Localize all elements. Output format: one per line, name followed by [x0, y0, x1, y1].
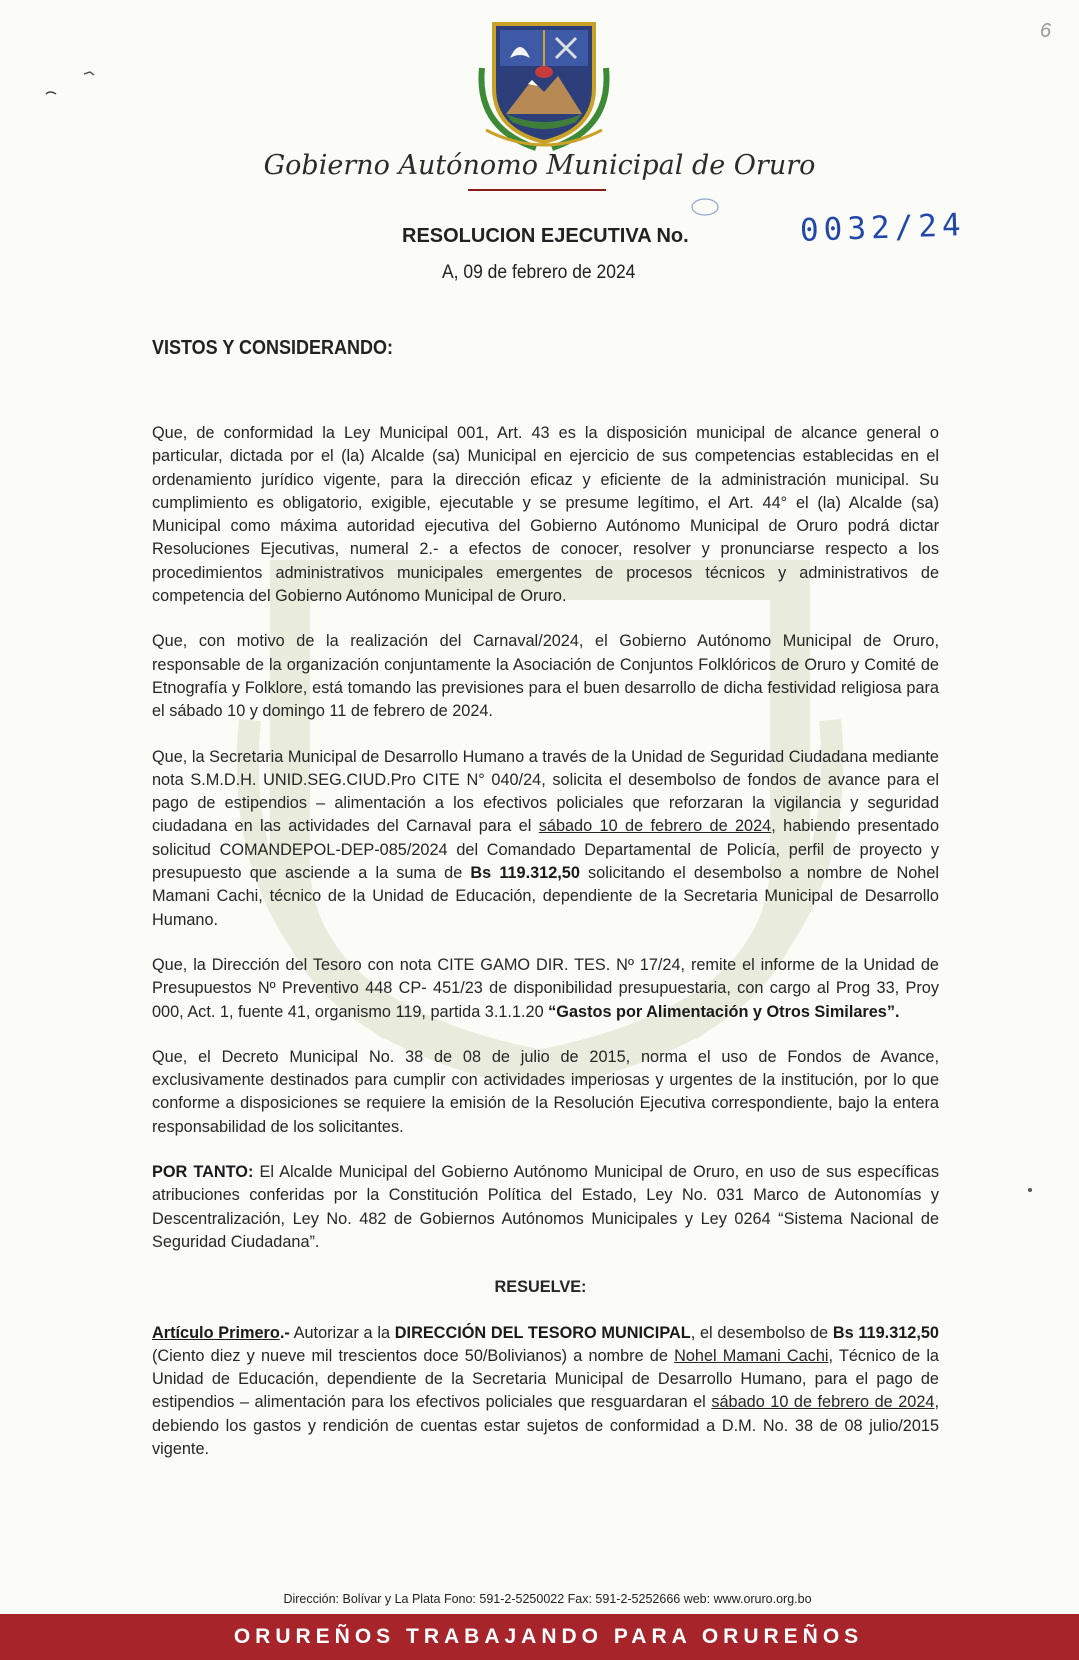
paragraph-considerando-3 — [152, 746, 939, 932]
p3-text-b: , habiendo presentado solicitud COMANDEPOL-DEP-085/2024 del Comandado Departamental de Policía, perfil de proyecto y presupuesto que asciende a la suma de — [152, 817, 939, 883]
resolution-number-stamp: 0032/24 — [799, 207, 967, 249]
art1-amount: Bs 119.312,50 — [832, 1323, 939, 1342]
paragraph-considerando-5: Que, el Decreto Municipal No. 38 de 08 de julio de 2015, norma el uso de Fondos de Avance, exclusivamente destinados para cumplir con actividades imperiosas y urgentes de la institución, por lo que conforme a disposiciones se requiere la emisión de la Resolución Ejecutiva correspondiente, bajo la entera responsabilidad de los solicitantes. — [152, 1047, 939, 1136]
section-heading: VISTOS Y CONSIDERANDO: — [152, 337, 394, 359]
footer-slogan-band — [0, 1614, 1079, 1660]
organization-underline — [468, 189, 606, 191]
document-body — [152, 422, 939, 1483]
paragraph-considerando-1: Que, de conformidad la Ley Municipal 001, Art. 43 es la disposición municipal de alcance general o particular, dictada por el (la) Alcalde (sa) Municipal en ejercicio de sus competencias establecidas en el ordenamiento jurídico vigente, para la dirección eficaz y eficiente de la administración municipal. Su cumplimiento es obligatorio, exigible, ejecutable y se presume legítimo, el Art. 44° el (la) Alcalde (sa) Municipal como máxima autoridad ejecutiva del Gobierno Autónomo Municipal de Oruro podrá dictar Resoluciones Ejecutivas, numeral 2.- a efectos de conocer, resolver y pronunciarse respecto a los procedimientos administrativos municipales emergentes de procesos técnicos y administrativos de competencia del Gobierno Autónomo Municipal de Oruro. — [152, 424, 939, 606]
articulo-primero-dash: .- — [279, 1323, 290, 1342]
paragraph-considerando-4 — [152, 954, 939, 1024]
resuelve-heading: RESUELVE: — [494, 1278, 587, 1297]
p4-text-a: Que, la Dirección del Tesoro con nota CITE GAMO DIR. TES. Nº 17/24, remite el informe de la Unidad de Presupuestos Nº Preventivo 448 CP- 451/23 de disponibilidad presupuestaria, con cargo al Prog 33, Proy 000, Act. 1, fuente 41, organismo 119, partida 3.1.1.20 — [152, 955, 939, 1021]
margin-dot — [1028, 1188, 1032, 1192]
articulo-primero-lead: Artículo Primero — [152, 1323, 280, 1342]
p3-text-c: solicitando el desembolso a nombre de Nohel Mamani Cachi, técnico de la Unidad de Educación, dependiente de la Secretaria Municipal de Desarrollo Humano. — [152, 864, 939, 929]
corner-page-note: 6 — [1040, 20, 1052, 42]
municipal-crest-logo — [476, 18, 612, 152]
faint-stamp-icon — [690, 196, 720, 218]
art1-text-c: , el desembolso de — [690, 1323, 833, 1342]
art1-text-a: Autorizar a la — [289, 1323, 395, 1342]
organization-name: Gobierno Autónomo Municipal de Oruro — [263, 150, 816, 181]
footer-slogan: ORUREÑOS TRABAJANDO PARA ORUREÑOS — [233, 1625, 864, 1648]
articulo-primero — [152, 1322, 939, 1462]
p3-amount: Bs 119.312,50 — [470, 864, 580, 883]
art1-tesoro: DIRECCIÓN DEL TESORO MUNICIPAL — [394, 1323, 691, 1342]
art1-date-underlined: sábado 10 de febrero de 2024 — [711, 1393, 935, 1412]
art1-text-d: (Ciento diez y nueve mil trescientos doce 50/Bolivianos) a nombre de — [152, 1346, 675, 1365]
resolution-date: A, 09 de febrero de 2024 — [442, 262, 636, 283]
art1-name-underlined: Nohel Mamani Cachi, — [674, 1346, 834, 1365]
pen-mark-icon — [40, 64, 110, 104]
por-tanto-lead: POR TANTO: — [152, 1163, 254, 1182]
por-tanto-text: El Alcalde Municipal del Gobierno Autónomo Municipal de Oruro, en uso de sus específicas atribuciones conferidas por la Constitución Política del Estado, Ley No. 031 Marco de Autonomías y Descentralización, Ley No. 482 de Gobiernos Autónomos Municipales y Ley 0264 “Sistema Nacional de Seguridad Ciudadana”. — [152, 1163, 939, 1251]
paragraph-por-tanto — [152, 1161, 939, 1254]
paragraph-considerando-2: Que, con motivo de la realización del Carnaval/2024, el Gobierno Autónomo Municipal de Oruro, responsable de la organización conjuntamente la Asociación de Conjuntos Folklóricos de Oruro y Comité de Etnografía y Folklore, está tomando las previsiones para el buen desarrollo de dicha festividad religiosa para el sábado 10 y domingo 11 de febrero de 2024. — [152, 632, 939, 721]
resolution-title: RESOLUCION EJECUTIVA No. — [402, 225, 689, 247]
art1-text-f: , debiendo los gastos y rendición de cuentas estar sujetos de conformidad a D.M. No. 38 de 08 julio/2015 vigente. — [152, 1393, 940, 1458]
p3-text-a: Que, la Secretaria Municipal de Desarrollo Humano a través de la Unidad de Seguridad Ciudadana mediante nota S.M.D.H. UNID.SEG.CIUD.Pro CITE N° 040/24, solicita el desembolso de fondos de avance para el pago de estipendios – alimentación a los efectivos policiales que reforzaran la vigilancia y seguridad ciudadana en las actividades del Carnaval para el — [152, 747, 939, 836]
p4-partida-name: “Gastos por Alimentación y Otros Similares”. — [548, 1002, 900, 1021]
footer-address: Dirección: Bolívar y La Plata Fono: 591-2-5250022 Fax: 591-2-5252666 web: www.oruro.org.bo — [283, 1592, 812, 1606]
p3-date-underlined: sábado 10 de febrero de 2024 — [538, 817, 772, 836]
art1-text-e: Técnico de la Unidad de Educación, dependiente de la Secretaria Municipal de Desarrollo Humano, para el pago de estipendios – alimentación para los efectivos policiales que resguardaran el — [152, 1346, 939, 1412]
